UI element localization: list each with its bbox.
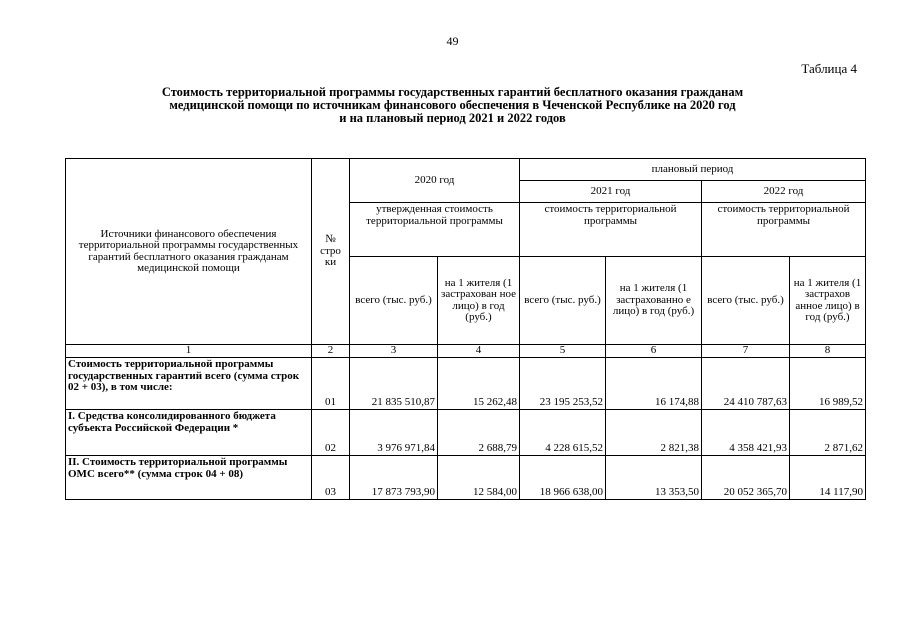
header-source: Источники финансового обеспечения территориальной программы государственных гарантий бесплатного оказания гражданам медицинской помощи	[66, 159, 312, 345]
cell-total-2020: 3 976 971,84	[350, 410, 438, 456]
title-line-3: и на плановый период 2021 и 2022 годов	[339, 111, 566, 125]
cell-per-capita-2022: 16 989,52	[790, 358, 866, 410]
row-label: Стоимость территориальной программы государственных гарантий всего (сумма строк 02 + 03), в том числе:	[66, 358, 312, 410]
cell-total-2021: 18 966 638,00	[520, 456, 606, 500]
row-code: 03	[312, 456, 350, 500]
financing-table	[65, 158, 866, 500]
header-total-2022: всего (тыс. руб.)	[702, 257, 790, 345]
column-number: 1	[66, 345, 312, 358]
cell-total-2022: 20 052 365,70	[702, 456, 790, 500]
cell-total-2022: 4 358 421,93	[702, 410, 790, 456]
column-number: 2	[312, 345, 350, 358]
page-number: 49	[446, 34, 459, 48]
header-per-capita-2022: на 1 жителя (1 застрахов анное лицо) в год (руб.)	[790, 257, 866, 345]
cell-total-2020: 21 835 510,87	[350, 358, 438, 410]
cell-total-2022: 24 410 787,63	[702, 358, 790, 410]
title-line-1: Стоимость территориальной программы государственных гарантий бесплатного оказания гражданам	[161, 85, 744, 99]
header-total-2020: всего (тыс. руб.)	[350, 257, 438, 345]
cell-total-2020: 17 873 793,90	[350, 456, 438, 500]
row-label: I. Средства консолидированного бюджета субъекта Российской Федерации *	[66, 410, 312, 456]
cell-per-capita-2021: 13 353,50	[606, 456, 702, 500]
title-line-2: медицинской помощи по источникам финансового обеспечения в Чеченской Республике на 2020 год	[169, 98, 736, 112]
cell-per-capita-2022: 2 871,62	[790, 410, 866, 456]
cell-total-2021: 23 195 253,52	[520, 358, 606, 410]
header-cost-2022: стоимость территориальной программы	[702, 203, 866, 257]
cell-per-capita-2020: 15 262,48	[438, 358, 520, 410]
row-label: II. Стоимость территориальной программы ОМС всего** (сумма строк 04 + 08)	[66, 456, 312, 500]
cell-per-capita-2021: 2 821,38	[606, 410, 702, 456]
header-per-capita-2020: на 1 жителя (1 застрахован ное лицо) в год (руб.)	[438, 257, 520, 345]
cell-total-2021: 4 228 615,52	[520, 410, 606, 456]
cell-per-capita-2020: 12 584,00	[438, 456, 520, 500]
header-total-2021: всего (тыс. руб.)	[520, 257, 606, 345]
cell-per-capita-2020: 2 688,79	[438, 410, 520, 456]
column-number: 3	[350, 345, 438, 358]
table-row	[66, 456, 866, 500]
header-cost-2021: стоимость территориальной программы	[520, 203, 702, 257]
document-title	[80, 86, 825, 125]
header-planning-period: плановый период	[520, 159, 866, 181]
header-year-2020: 2020 год	[350, 159, 520, 203]
table-row	[66, 410, 866, 456]
row-code: 01	[312, 358, 350, 410]
header-cost-2020: утвержденная стоимость территориальной программы	[350, 203, 520, 257]
cell-per-capita-2022: 14 117,90	[790, 456, 866, 500]
column-number: 7	[702, 345, 790, 358]
column-number: 5	[520, 345, 606, 358]
header-year-2021: 2021 год	[520, 181, 702, 203]
column-number: 6	[606, 345, 702, 358]
column-number: 4	[438, 345, 520, 358]
row-code: 02	[312, 410, 350, 456]
cell-per-capita-2021: 16 174,88	[606, 358, 702, 410]
column-number: 8	[790, 345, 866, 358]
column-numbers-row	[66, 345, 866, 358]
table-row	[66, 358, 866, 410]
table-label: Таблица 4	[801, 61, 857, 76]
header-row-no: № стро ки	[312, 159, 350, 345]
header-row-1	[66, 159, 866, 181]
header-per-capita-2021: на 1 жителя (1 застрахованно е лицо) в год (руб.)	[606, 257, 702, 345]
header-year-2022: 2022 год	[702, 181, 866, 203]
